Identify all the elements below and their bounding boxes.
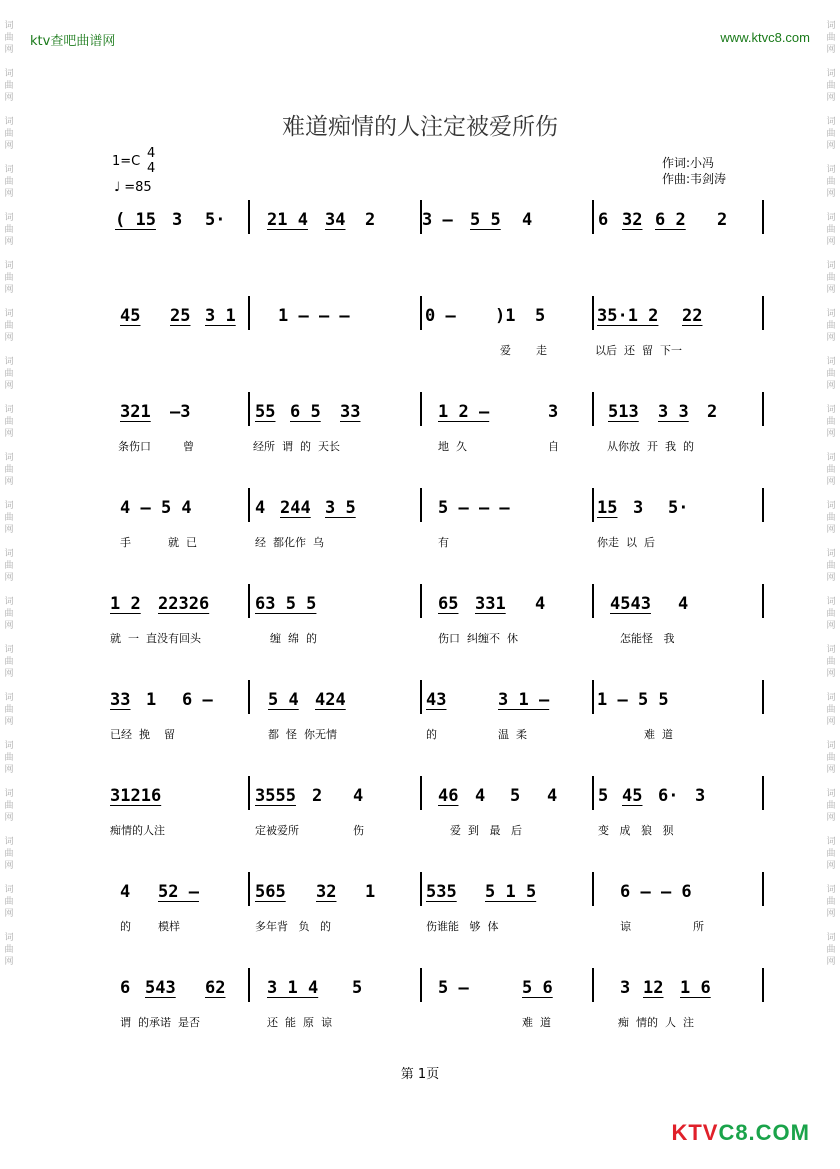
lyric-text: 谓 的承诺 是否: [120, 1016, 200, 1029]
note-group: 1 2 –: [438, 402, 490, 422]
tempo-marking: ♩ =85: [114, 180, 152, 195]
note-group: 45: [622, 786, 643, 806]
site-name-left: ktv查吧曲谱网: [30, 34, 116, 49]
note-group: 6: [120, 978, 131, 998]
bar-line: [592, 584, 594, 618]
lyric-text: 痴情的人注: [110, 824, 165, 837]
side-watermark-right: 词 曲 网 词 曲 网 词 曲 网 词 曲 网 词 曲 网 词 曲 网 词 曲 网 词 曲 网 词 曲 网 词 曲 网 词 曲 网 词 曲 网 词 曲 网 词 曲 网 词 曲 网 词 曲 网 词 曲 网 词 曲 网 词 曲 网 词 曲 网: [826, 21, 836, 967]
note-group: 5·: [668, 498, 689, 518]
lyric-text: 以后 还 留 下一: [595, 344, 682, 357]
lyric-text: 定被爱所: [255, 824, 299, 837]
note-group: 4: [353, 786, 364, 806]
lyric-text: 变 成 狼 狈: [598, 824, 674, 837]
note-group: 2: [365, 210, 376, 230]
note-group: 32: [622, 210, 643, 230]
note-group: 35·1 2: [597, 306, 659, 326]
score-system: [110, 306, 770, 366]
lyric-text: 走: [536, 344, 547, 357]
bar-line: [248, 488, 250, 522]
logo-c8: C8.COM: [718, 1120, 810, 1145]
bar-line: [420, 872, 422, 906]
note-group: 5: [510, 786, 521, 806]
note-group: 3 3: [658, 402, 689, 422]
note-group: 4: [678, 594, 689, 614]
lyric-text: 缠 绵 的: [270, 632, 317, 645]
note-group: 6 2: [655, 210, 686, 230]
note-group: ( 15: [115, 210, 156, 230]
bar-line: [420, 680, 422, 714]
score-system: [110, 210, 770, 270]
bar-line: [420, 968, 422, 1002]
bar-line: [592, 488, 594, 522]
lyric-text: 怎能怪 我: [620, 632, 675, 645]
note-group: 5 1 5: [485, 882, 537, 902]
note-group: 12: [643, 978, 664, 998]
note-group: 6: [598, 210, 609, 230]
note-group: 4: [547, 786, 558, 806]
note-group: 424: [315, 690, 346, 710]
lyric-text: 爱 到 最 后: [450, 824, 522, 837]
note-group: 22: [682, 306, 703, 326]
lyric-text: 曾: [183, 440, 194, 453]
note-group: 4543: [610, 594, 651, 614]
note-group: 2: [717, 210, 728, 230]
note-group: 63 5 5: [255, 594, 317, 614]
lyric-text: 地 久: [438, 440, 467, 453]
note-group: 3: [695, 786, 706, 806]
note-group: 3: [548, 402, 559, 422]
lyric-text: 有: [438, 536, 449, 549]
bar-line: [420, 776, 422, 810]
note-group: 4: [255, 498, 266, 518]
lyric-text: 温 柔: [498, 728, 527, 741]
bar-line: [420, 488, 422, 522]
bar-line: [248, 968, 250, 1002]
lyric-text: 条伤口: [118, 440, 151, 453]
lyric-text: 所: [693, 920, 704, 933]
note-group: 1 6: [680, 978, 711, 998]
note-group: 3 –: [422, 210, 453, 230]
note-group: 4: [522, 210, 533, 230]
lyric-text: 经 都化作 乌: [255, 536, 324, 549]
note-group: 3555: [255, 786, 296, 806]
note-group: 55: [255, 402, 276, 422]
lyric-text: 难 道: [644, 728, 673, 741]
bar-line: [762, 776, 764, 810]
note-group: 4: [475, 786, 486, 806]
note-group: 5: [352, 978, 363, 998]
note-group: 3: [633, 498, 644, 518]
note-group: 2: [312, 786, 323, 806]
bar-line: [248, 392, 250, 426]
lyric-text: 你走 以 后: [597, 536, 655, 549]
note-group: 43: [426, 690, 447, 710]
note-group: 3 1 –: [498, 690, 550, 710]
lyric-text: 的: [120, 920, 131, 933]
bar-line: [248, 776, 250, 810]
lyric-text: 就 一 直没有回头: [110, 632, 201, 645]
lyric-text: 多年背 负 的: [255, 920, 331, 933]
note-group: 34: [325, 210, 346, 230]
lyric-text: 伤谁能 够 体: [426, 920, 499, 933]
lyric-text: 的: [426, 728, 437, 741]
site-url-right: www.ktvc8.com: [720, 30, 810, 45]
note-group: 22326: [158, 594, 210, 614]
note-group: 5 4: [268, 690, 299, 710]
note-group: 46: [438, 786, 459, 806]
bar-line: [592, 968, 594, 1002]
bar-line: [592, 872, 594, 906]
note-group: 1 2: [110, 594, 141, 614]
note-group: 15: [597, 498, 618, 518]
composer-credit: 作曲:韦剑涛: [662, 172, 727, 186]
note-group: 3 5: [325, 498, 356, 518]
bar-line: [762, 200, 764, 234]
lyric-text: 从你放 开 我 的: [607, 440, 694, 453]
note-group: 6 –: [182, 690, 213, 710]
key-signature: 1=C: [112, 154, 141, 169]
note-group: 4 – 5 4: [120, 498, 192, 518]
note-group: 6 5: [290, 402, 321, 422]
bar-line: [592, 296, 594, 330]
bar-line: [762, 584, 764, 618]
note-group: 1: [146, 690, 157, 710]
lyric-text: 都 怪 你无情: [268, 728, 337, 741]
note-group: 3: [620, 978, 631, 998]
lyric-text: 难 道: [522, 1016, 551, 1029]
score-system: [110, 498, 770, 558]
bar-line: [420, 584, 422, 618]
note-group: 4: [120, 882, 131, 902]
note-group: 3: [172, 210, 183, 230]
bar-line: [248, 680, 250, 714]
lyric-text: 手: [120, 536, 131, 549]
bar-line: [592, 776, 594, 810]
score-system: [110, 690, 770, 750]
bar-line: [248, 200, 250, 234]
bar-line: [762, 488, 764, 522]
bar-line: [248, 296, 250, 330]
note-group: 0 –: [425, 306, 456, 326]
bar-line: [248, 584, 250, 618]
note-group: 52 –: [158, 882, 199, 902]
note-group: 21 4: [267, 210, 308, 230]
note-group: 565: [255, 882, 286, 902]
lyricist-credit: 作词:小冯: [662, 156, 715, 170]
note-group: 543: [145, 978, 176, 998]
time-sig-bottom: 4: [147, 161, 156, 176]
note-group: 31216: [110, 786, 162, 806]
score-system: [110, 882, 770, 942]
note-group: 3 1 4: [267, 978, 319, 998]
note-group: 1 – 5 5: [597, 690, 669, 710]
bar-line: [762, 392, 764, 426]
note-group: –3: [170, 402, 191, 422]
note-group: 1 – – –: [278, 306, 350, 326]
note-group: 5: [535, 306, 546, 326]
score-system: [110, 978, 770, 1038]
note-group: 5: [598, 786, 609, 806]
note-group: 62: [205, 978, 226, 998]
note-group: 3 1: [205, 306, 236, 326]
lyric-text: 还 能 原 谅: [267, 1016, 332, 1029]
note-group: 513: [608, 402, 639, 422]
note-group: 45: [120, 306, 141, 326]
lyric-text: 模样: [158, 920, 180, 933]
bar-line: [592, 392, 594, 426]
time-signature: [147, 146, 155, 176]
note-group: 33: [110, 690, 131, 710]
bar-line: [592, 200, 594, 234]
lyric-text: 自: [548, 440, 559, 453]
lyric-text: 伤: [353, 824, 364, 837]
note-group: 25: [170, 306, 191, 326]
lyric-text: 就 已: [168, 536, 197, 549]
bar-line: [762, 680, 764, 714]
note-group: 535: [426, 882, 457, 902]
bar-line: [420, 296, 422, 330]
lyric-text: 伤口 纠缠不 休: [438, 632, 518, 645]
side-watermark-left: 词 曲 网 词 曲 网 词 曲 网 词 曲 网 词 曲 网 词 曲 网 词 曲 网 词 曲 网 词 曲 网 词 曲 网 词 曲 网 词 曲 网 词 曲 网 词 曲 网 词 曲 网 词 曲 网 词 曲 网 词 曲 网 词 曲 网 词 曲 网: [4, 21, 14, 967]
note-group: 2: [707, 402, 718, 422]
time-sig-top: 4: [147, 146, 156, 161]
note-group: 331: [475, 594, 506, 614]
note-group: 321: [120, 402, 151, 422]
page-number: 第 1页: [400, 1067, 440, 1082]
note-group: )1: [495, 306, 516, 326]
lyric-text: 爱: [500, 344, 511, 357]
bar-line: [762, 968, 764, 1002]
note-group: 6·: [658, 786, 679, 806]
note-group: 32: [316, 882, 337, 902]
note-group: 5 5: [470, 210, 501, 230]
score-system: [110, 594, 770, 654]
bar-line: [762, 296, 764, 330]
lyric-text: 经所 谓 的 天长: [253, 440, 340, 453]
note-group: 5 6: [522, 978, 553, 998]
song-title: 难道痴情的人注定被爱所伤: [282, 114, 558, 140]
lyric-text: 已经 挽 留: [110, 728, 175, 741]
bar-line: [592, 680, 594, 714]
note-group: 33: [340, 402, 361, 422]
score-system: [110, 402, 770, 462]
note-group: 1: [365, 882, 376, 902]
note-group: 6 – – 6: [620, 882, 692, 902]
ktvc8-logo: [671, 1120, 810, 1146]
note-group: 5 –: [438, 978, 469, 998]
note-group: 4: [535, 594, 546, 614]
lyric-text: 痴 情的 人 注: [618, 1016, 694, 1029]
note-group: 5·: [205, 210, 226, 230]
logo-ktv: KTV: [671, 1120, 719, 1145]
bar-line: [762, 872, 764, 906]
note-group: 65: [438, 594, 459, 614]
score-system: [110, 786, 770, 846]
lyric-text: 谅: [620, 920, 631, 933]
note-group: 244: [280, 498, 311, 518]
bar-line: [420, 392, 422, 426]
bar-line: [248, 872, 250, 906]
note-group: 5 – – –: [438, 498, 510, 518]
